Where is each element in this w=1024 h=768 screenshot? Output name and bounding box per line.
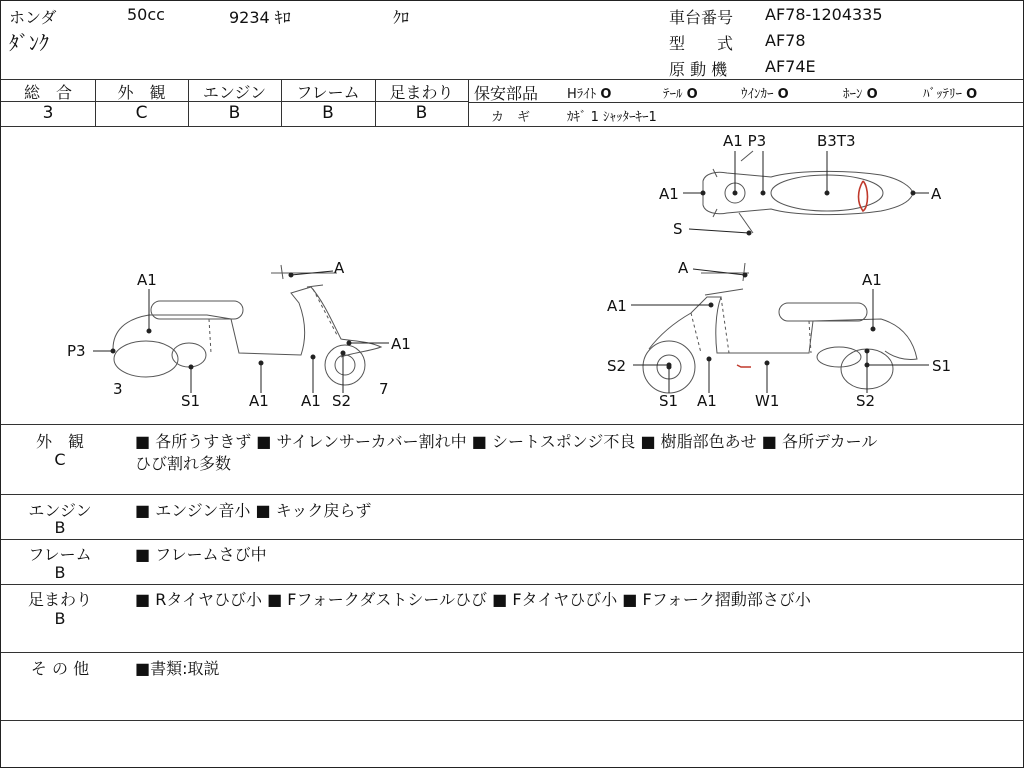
note-exterior-line-1: ■ 各所うすきず ■ サイレンサーカバー割れ中 ■ シートスポンジ不良 ■ 樹脂部色あせ ■ 各所デカール — [135, 432, 878, 451]
label-right-a1-seat: A1 — [862, 271, 882, 289]
frame-number-label: 車台番号 — [669, 8, 734, 27]
overall-grade: 3 — [42, 103, 54, 123]
color: ｸﾛ — [393, 8, 410, 27]
safety-item-horn: ﾎｰﾝ O — [843, 87, 878, 102]
divider — [1, 424, 1023, 425]
overall-label: 総 合 — [23, 83, 72, 102]
engine-value: AF74E — [765, 57, 816, 76]
exterior-grade: C — [135, 103, 148, 123]
suspension-grade-label: 足まわり — [389, 83, 454, 102]
divider — [1, 720, 1023, 721]
label-top-b3t3: B3T3 — [817, 132, 856, 150]
label-top-a1-p3: A1 P3 — [723, 132, 767, 150]
label-left-a1-seat: A1 — [137, 271, 157, 289]
frame-grade: B — [322, 103, 334, 123]
label-left-p3: P3 — [67, 342, 86, 360]
engine-label: 原 動 機 — [669, 60, 728, 79]
label-right-w1: W1 — [755, 392, 780, 410]
label-left-3: 3 — [113, 380, 123, 398]
label-right-s2: S2 — [856, 392, 876, 410]
label-right-s2-front: S2 — [607, 357, 627, 375]
label-left-7: 7 — [379, 380, 389, 398]
label-left-a1-fork: A1 — [301, 392, 321, 410]
note-exterior-grade: C — [54, 450, 66, 469]
displacement: 50cc — [127, 5, 165, 24]
label-top-s: S — [673, 220, 683, 238]
safety-item-headlight: Hﾗｲﾄ O — [567, 87, 612, 102]
scooter-diagram — [1, 1, 1023, 424]
note-engine-line-1: ■ エンジン音小 ■ キック戻らず — [135, 501, 372, 520]
note-frame-grade: B — [54, 563, 66, 582]
label-right-a: A — [678, 259, 689, 277]
frame-grade-label: フレーム — [296, 83, 360, 102]
note-suspension-label: 足まわり — [27, 590, 92, 609]
frame-number: AF78-1204335 — [765, 5, 883, 24]
note-frame-label: フレーム — [28, 545, 92, 564]
note-frame-line-1: ■ フレームさび中 — [135, 545, 267, 564]
divider — [1, 584, 1023, 585]
key-label: カ ギ — [491, 110, 531, 125]
label-top-a: A — [931, 185, 942, 203]
note-exterior-line-2: ひび割れ多数 — [135, 454, 232, 473]
label-left-a: A — [334, 259, 345, 277]
safety-item-battery: ﾊﾞｯﾃﾘｰ O — [923, 87, 978, 102]
label-left-a1-floor: A1 — [249, 392, 269, 410]
exterior-label: 外 観 — [117, 83, 166, 102]
note-suspension-grade: B — [54, 609, 66, 628]
maker: ホンダ — [9, 8, 57, 27]
safety-item-winker: ｳｲﾝｶｰ O — [741, 87, 789, 102]
note-exterior-label: 外 観 — [35, 432, 84, 451]
suspension-grade: B — [415, 103, 428, 123]
divider — [1, 539, 1023, 540]
label-right-s1: S1 — [659, 392, 679, 410]
note-other-line-1: ■書類:取説 — [135, 659, 220, 678]
label-left-s1: S1 — [181, 392, 201, 410]
note-suspension-line-1: ■ Rタイヤひび小 ■ Fフォークダストシールひび ■ Fタイヤひび小 ■ Fフォーク摺動部さび小 — [135, 590, 811, 609]
model-name: ﾀﾞﾝｸ — [9, 31, 49, 55]
label-right-a1-front: A1 — [607, 297, 627, 315]
safety-item-tail: ﾃｰﾙ O — [663, 87, 698, 102]
note-engine-grade: B — [54, 518, 66, 537]
label-left-a1-front: A1 — [391, 335, 411, 353]
label-right-s1-rear: S1 — [932, 357, 952, 375]
type-value: AF78 — [765, 31, 806, 50]
engine-grade: B — [228, 103, 241, 123]
label-top-a1: A1 — [659, 185, 679, 203]
type-label: 型 式 — [669, 34, 734, 53]
note-other-label: そ の 他 — [30, 659, 90, 678]
mileage: 9234 ｷﾛ — [229, 8, 291, 27]
label-right-a1: A1 — [697, 392, 717, 410]
engine-grade-label: エンジン — [202, 83, 267, 102]
note-engine-label: エンジン — [28, 501, 92, 520]
divider — [1, 494, 1023, 495]
key-value: ｶｷﾞ 1 ｼｬｯﾀｰｷｰ1 — [567, 110, 657, 125]
divider — [1, 652, 1023, 653]
label-left-s2: S2 — [332, 392, 352, 410]
safety-title: 保安部品 — [474, 84, 539, 103]
